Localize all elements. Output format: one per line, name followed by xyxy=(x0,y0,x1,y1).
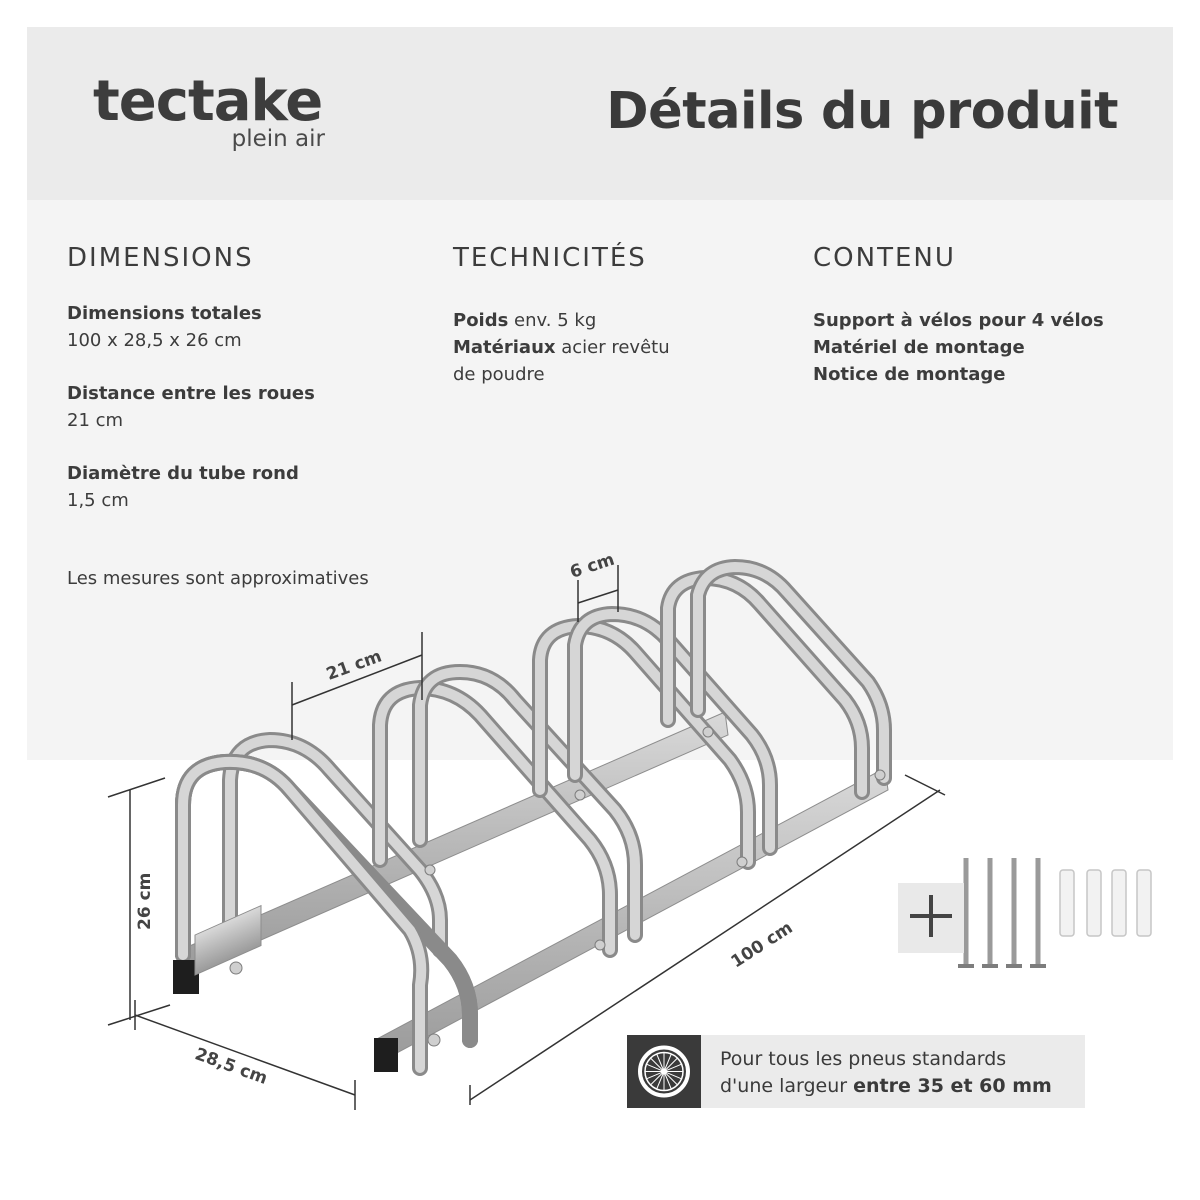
dim-label-6: 6 cm xyxy=(567,549,618,583)
tire-info-line1: Pour tous les pneus standards xyxy=(720,1048,1007,1070)
tire-icon-box xyxy=(627,1035,701,1108)
technicities-heading: TECHNICITÉS xyxy=(453,243,647,273)
tire-info-width: entre 35 et 60 mm xyxy=(853,1075,1052,1097)
plus-icon xyxy=(908,893,954,939)
dim-label-28: 28,5 cm xyxy=(192,1044,271,1089)
bolt xyxy=(595,940,605,950)
dim-label-100: 100 cm xyxy=(727,917,797,973)
contents-item: Matériel de montage xyxy=(813,337,1025,358)
bolt xyxy=(575,790,585,800)
material-value-cont: de poudre xyxy=(453,364,545,385)
contents-heading: CONTENU xyxy=(813,243,956,273)
page-title: Détails du produit xyxy=(606,82,1118,141)
dimension-value: 1,5 cm xyxy=(67,490,129,511)
bolt xyxy=(875,770,885,780)
dimensions-heading: DIMENSIONS xyxy=(67,243,254,273)
material-value: acier revêtu xyxy=(555,337,670,358)
tire-info-line2: d'une largeur xyxy=(720,1075,854,1097)
rear-beam xyxy=(185,712,728,972)
brand-name: tectake xyxy=(93,69,323,134)
bolt xyxy=(425,865,435,875)
bolt xyxy=(428,1034,440,1046)
dimension-label: Dimensions totales xyxy=(67,303,262,324)
bicycle-wheel-icon xyxy=(627,1035,701,1108)
dimension-label: Diamètre du tube rond xyxy=(67,463,299,484)
dimension-value: 100 x 28,5 x 26 cm xyxy=(67,330,242,351)
contents-item: Support à vélos pour 4 vélos xyxy=(813,310,1104,331)
dim-line-28 xyxy=(135,1015,355,1095)
screw-icon xyxy=(958,858,1046,966)
dimension-label: Distance entre les roues xyxy=(67,383,315,404)
dimension-value: 21 cm xyxy=(67,410,124,431)
wall-plug-icon xyxy=(1060,870,1151,936)
brand-subtitle: plein air xyxy=(231,126,325,152)
bolt xyxy=(703,727,713,737)
dim-label-26: 26 cm xyxy=(135,872,155,930)
contents-item: Notice de montage xyxy=(813,364,1006,385)
bolt xyxy=(230,962,242,974)
tire-info-text xyxy=(720,1046,1052,1100)
weight-value: env. 5 kg xyxy=(508,310,597,331)
dim-label-21: 21 cm xyxy=(323,646,385,685)
measurement-note: Les mesures sont approximatives xyxy=(67,568,369,589)
material-label: Matériaux xyxy=(453,337,556,358)
dim-line-6 xyxy=(578,590,618,603)
end-cap xyxy=(374,1038,398,1072)
weight-label: Poids xyxy=(453,310,509,331)
bolt xyxy=(737,857,747,867)
